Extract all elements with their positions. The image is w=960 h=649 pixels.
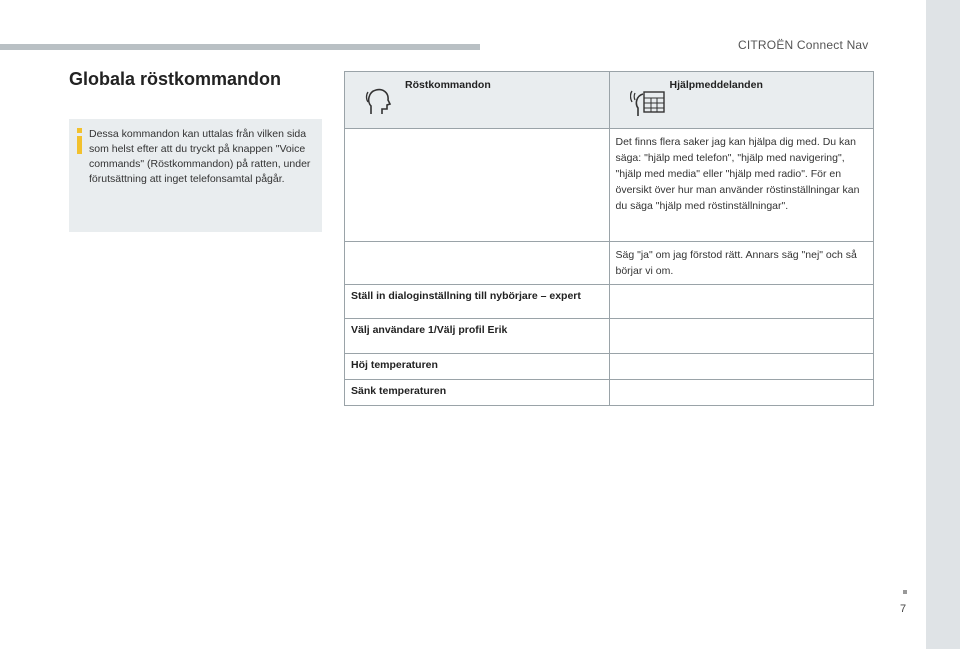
page-marker	[903, 590, 907, 594]
help-cell	[609, 129, 874, 242]
table-row	[345, 319, 874, 354]
table-header-row	[345, 72, 874, 129]
header-help	[609, 72, 874, 129]
brand-title: CITROËN Connect Nav	[738, 38, 869, 52]
help-cell	[609, 285, 874, 319]
table-row	[345, 242, 874, 285]
command-cell	[345, 242, 610, 285]
command-cell: Välj användare 1/Välj profil Erik	[345, 319, 610, 354]
header-rule	[0, 44, 480, 50]
table-row	[345, 129, 874, 242]
command-cell	[345, 129, 610, 242]
voice-command-table	[344, 71, 874, 406]
table-row	[345, 380, 874, 406]
table-row	[345, 354, 874, 380]
help-text: Det finns flera saker jag kan hjälpa dig med. Du kan säga: "hjälp med telefon", "hjälp med navigering", "hjälp med media" eller "hjälp med radio". För en översikt över hur man använder röstinställningar kan du säga "hjälp med röstinställningar".	[615, 136, 860, 212]
table-row	[345, 285, 874, 319]
help-speaker-icon	[630, 86, 666, 118]
info-text: Dessa kommandon kan uttalas från vilken sida som helst efter att du tryckt på knappen "Voice commands" (Röstkommandon) på ratten, under förutsättning att inget telefonsamtal pågår.	[89, 128, 311, 185]
side-strip	[926, 0, 960, 649]
page-number: 7	[900, 603, 907, 615]
section-title: Globala röstkommandon	[69, 69, 282, 89]
help-cell	[609, 354, 874, 380]
info-icon	[75, 128, 85, 154]
info-box	[69, 119, 322, 232]
command-cell: Sänk temperaturen	[345, 380, 610, 406]
speaking-head-icon	[365, 86, 393, 116]
help-text: Säg "ja" om jag förstod rätt. Annars säg "nej" och så börjar vi om.	[615, 249, 857, 277]
help-cell	[609, 380, 874, 406]
help-cell	[609, 319, 874, 354]
header-commands-label: Röstkommandon	[405, 79, 491, 91]
header-help-label: Hjälpmeddelanden	[669, 79, 763, 91]
header-commands	[345, 72, 610, 129]
command-cell: Ställ in dialoginställning till nybörjare – expert	[345, 285, 610, 319]
command-cell: Höj temperaturen	[345, 354, 610, 380]
help-cell	[609, 242, 874, 285]
